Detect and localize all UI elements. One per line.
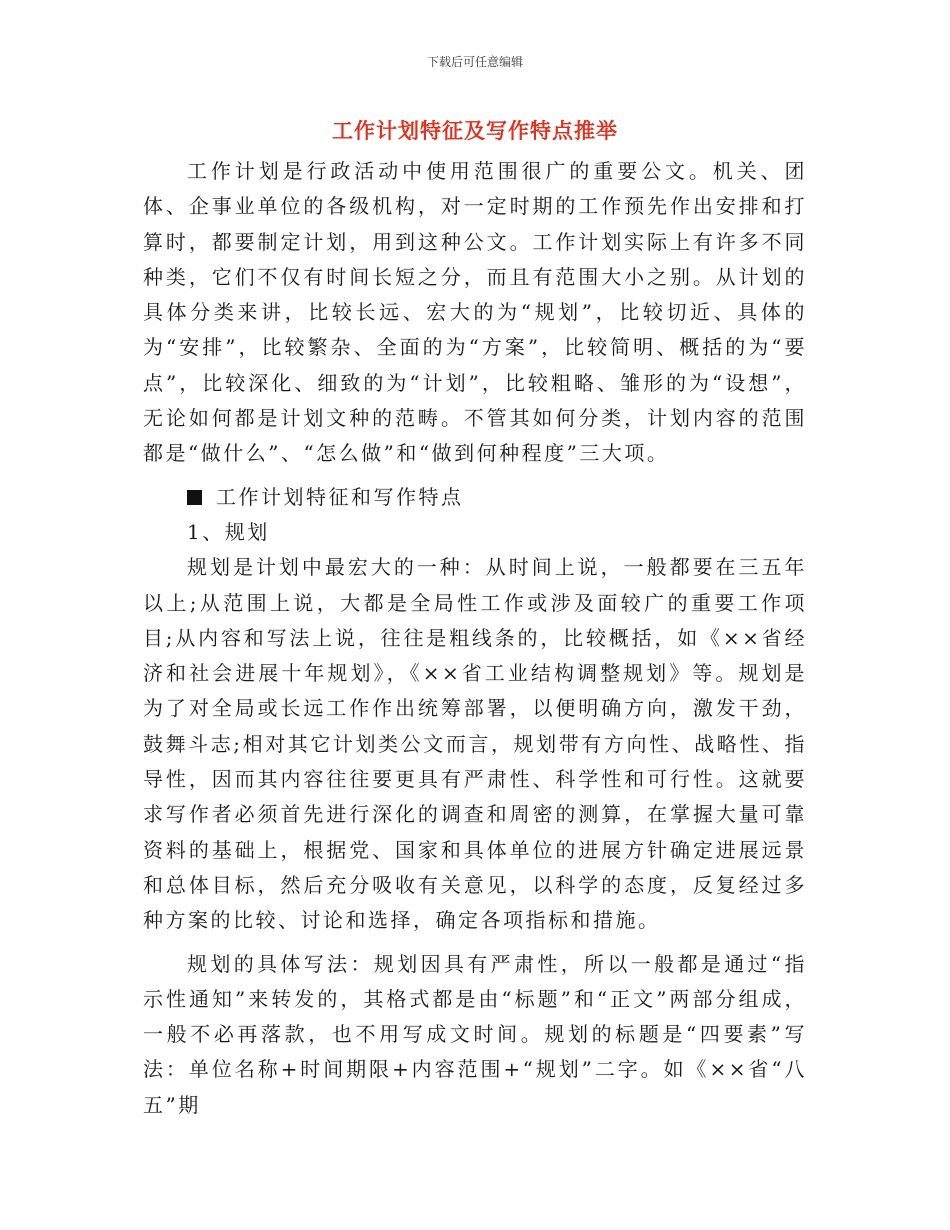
- sub-heading: 1、规划: [187, 519, 270, 544]
- section-heading: [143, 480, 807, 515]
- writing-paragraph: 规划的具体写法：规划因具有严肃性，所以一般都是通过“指示性通知”来转发的，其格式都是由“标题”和“正文”两部分组成，一般不必再落款，也不用写成文时间。规划的标题是“四要素”写法：单位名称+时间期限+内容范围+“规划”二字。如《××省“八五”期: [143, 951, 807, 1117]
- document-body: [143, 154, 807, 1123]
- page-header-note: 下载后可任意编辑: [426, 55, 523, 69]
- square-bullet-icon: [187, 490, 202, 505]
- document-title: 工作计划特征及写作特点推举: [332, 118, 618, 143]
- section-heading-text: 工作计划特征和写作特点: [216, 484, 464, 509]
- guihua-paragraph: 规划是计划中最宏大的一种：从时间上说，一般都要在三五年以上;从范围上说，大都是全局性工作或涉及面较广的重要工作项目;从内容和写法上说，往往是粗线条的，比较概括，如《××省经济和社会进展十年规划》，《××省工业结构调整规划》等。规划是为了对全局或长远工作作出统筹部署，以便明确方向，激发干劲，鼓舞斗志;相对其它计划类公文而言，规划带有方向性、战略性、指导性，因而其内容往往要更具有严肃性、科学性和可行性。这就要求写作者必须首先进行深化的调查和周密的测算，在掌握大量可靠资料的基础上，根据党、国家和具体单位的进展方针确定进展远景和总体目标，然后充分吸收有关意见，以科学的态度，反复经过多种方案的比较、讨论和选择，确定各项指标和措施。: [143, 555, 807, 933]
- intro-paragraph: 工作计划是行政活动中使用范围很广的重要公文。机关、团体、企事业单位的各级机构，对一定时期的工作预先作出安排和打算时，都要制定计划，用到这种公文。工作计划实际上有许多不同种类，它们不仅有时间长短之分，而且有范围大小之别。从计划的具体分类来讲，比较长远、宏大的为“规划”，比较切近、具体的为“安排”，比较繁杂、全面的为“方案”，比较简明、概括的为“要点”，比较深化、细致的为“计划”，比较粗略、雏形的为“设想”，无论如何都是计划文种的范畴。不管其如何分类，计划内容的范围都是“做什么”、“怎么做”和“做到何种程度”三大项。: [143, 159, 807, 466]
